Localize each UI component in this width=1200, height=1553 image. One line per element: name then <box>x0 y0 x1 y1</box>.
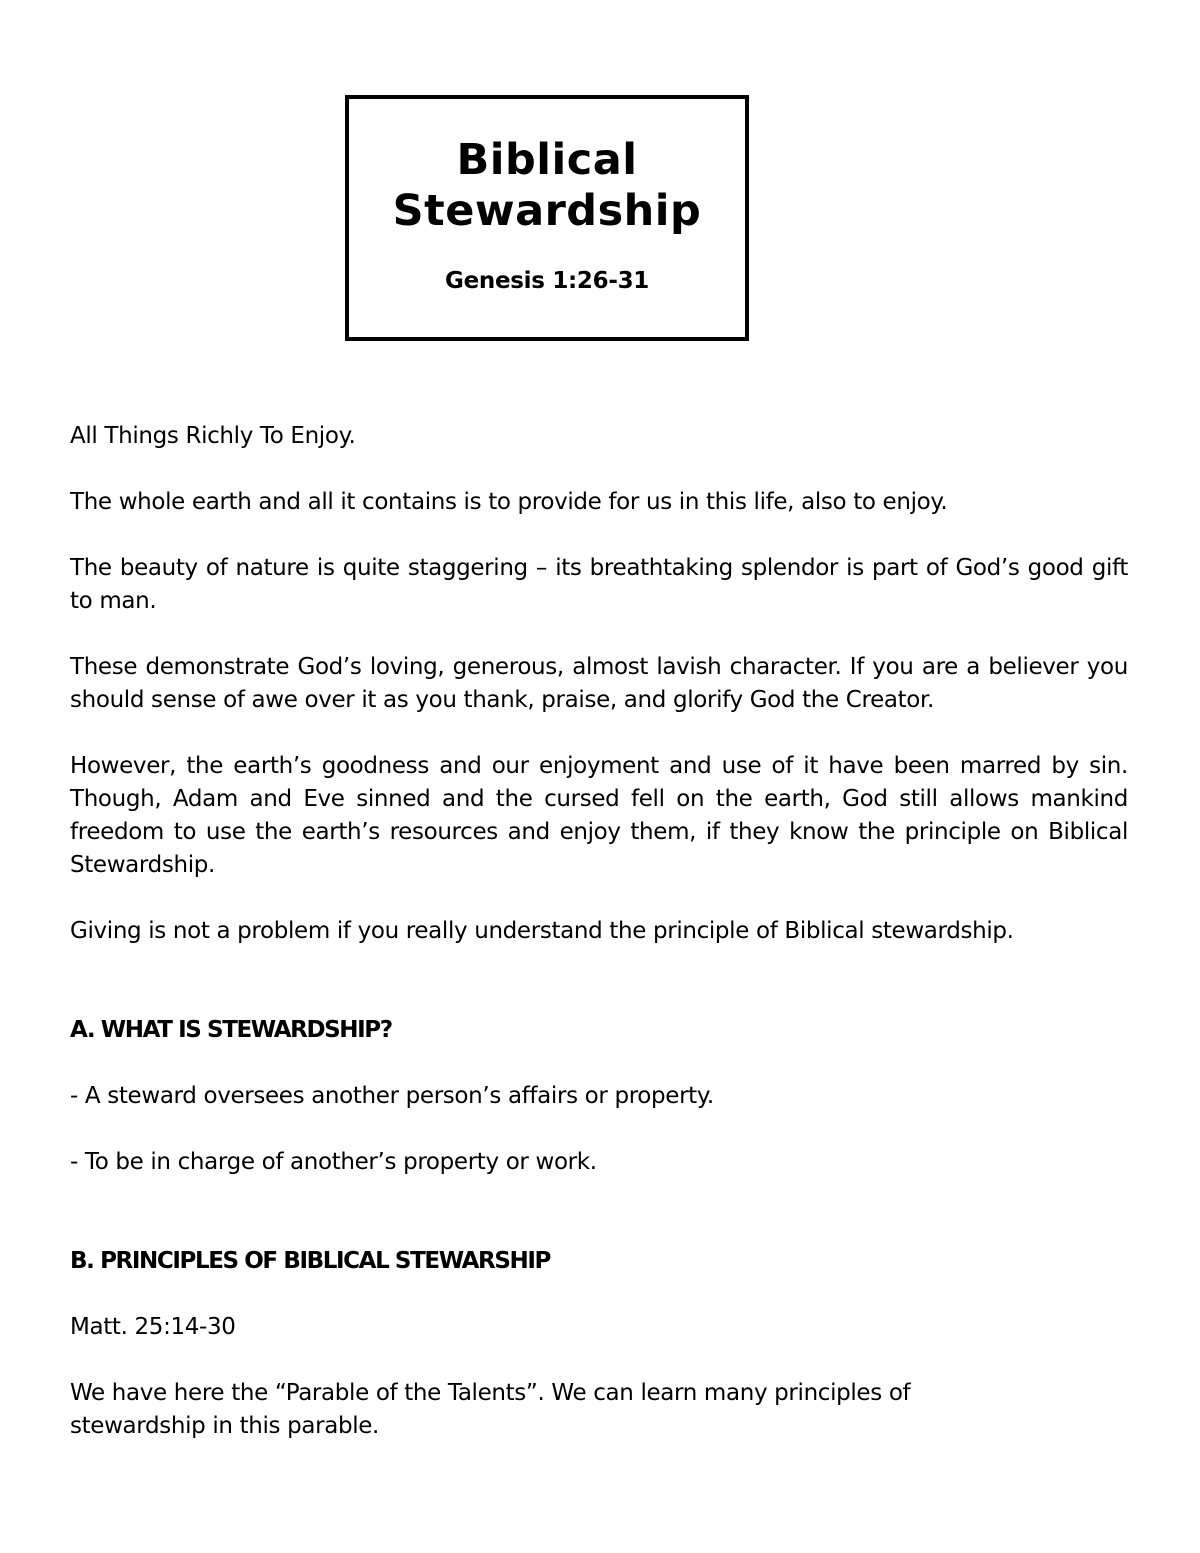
intro-paragraph-1: The whole earth and all it contains is to provide for us in this life, also to enjoy. <box>70 489 948 515</box>
intro-subtitle: All Things Richly To Enjoy. <box>70 423 356 449</box>
section-b-heading: B. PRINCIPLES OF BIBLICAL STEWARSHIP <box>70 1248 550 1274</box>
section-a-item: - A steward oversees another person’s affairs or property. <box>70 1083 714 1109</box>
title-line-2: Stewardship <box>392 186 702 236</box>
section-b-reference: Matt. 25:14-30 <box>70 1314 236 1340</box>
section-a-item: - To be in charge of another’s property or work. <box>70 1149 597 1175</box>
scripture-reference: Genesis 1:26-31 <box>445 268 649 294</box>
intro-paragraph-2: The beauty of nature is quite staggering – its breathtaking splendor is part of God’s good gift to man. <box>70 555 1128 614</box>
intro-paragraph-4: However, the earth’s goodness and our enjoyment and use of it have been marred by sin. Though, Adam and Eve sinned and the cursed fell on the earth, God still allows mankind freedom to use the earth’s resources and enjoy them, if they know the principle on Biblical Stewardship. <box>70 753 1128 878</box>
document-body <box>70 420 1128 1476</box>
title-box <box>345 95 749 341</box>
document-title <box>349 135 745 237</box>
title-line-1: Biblical <box>456 135 638 185</box>
section-a-heading: A. WHAT IS STEWARDSHIP? <box>70 1017 392 1043</box>
section-b-paragraph: We have here the “Parable of the Talents”. We can learn many principles of stewardship in this parable. <box>70 1380 911 1439</box>
intro-paragraph-3: These demonstrate God’s loving, generous, almost lavish character. If you are a believer you should sense of awe over it as you thank, praise, and glorify God the Creator. <box>70 654 1128 713</box>
intro-paragraph-5: Giving is not a problem if you really understand the principle of Biblical stewardship. <box>70 918 1014 944</box>
